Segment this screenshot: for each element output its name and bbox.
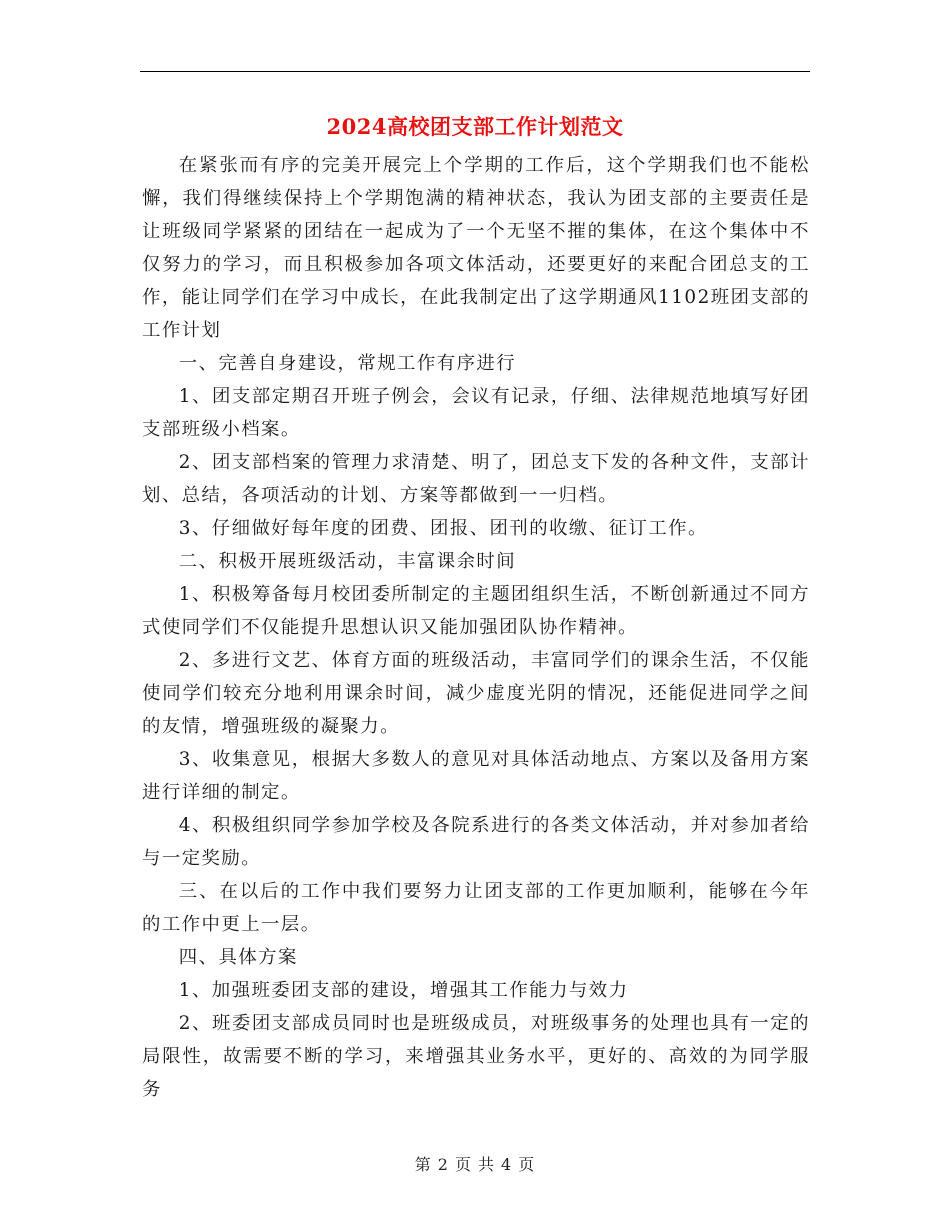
section-heading-1: 一、完善自身建设，常规工作有序进行	[178, 353, 517, 374]
list-item: 1、加强班委团支部的建设，增强其工作能力与效力	[178, 980, 629, 1001]
footer-label-total: 共	[478, 1155, 496, 1174]
footer-label-page: 第	[414, 1155, 432, 1174]
list-item: 3、仔细做好每年度的团费、团报、团刊的收缴、征订工作。	[178, 518, 708, 539]
list-item: 2、班委团支部成员同时也是班级成员，对班级事务的处理也具有一定的局限性，故需要不断的学习，来增强其业务水平，更好的、高效的为同学服务	[142, 1013, 810, 1100]
section-heading-2: 二、积极开展班级活动，丰富课余时间	[178, 551, 517, 572]
section-heading-4: 四、具体方案	[178, 947, 298, 968]
header-rule	[140, 71, 810, 72]
footer-label-page-unit: 页	[454, 1155, 472, 1174]
paragraph-intro: 在紧张而有序的完美开展完上个学期的工作后，这个学期我们也不能松懈，我们得继续保持上个学期饱满的精神状态，我认为团支部的主要责任是让班级同学紧紧的团结在一起成为了一个无坚不摧的集体，在这个集体中不仅努力的学习，而且积极参加各项文体活动，还要更好的来配合团总支的工作，能让同学们在学习中成长，在此我制定出了这学期通风1102班团支部的工作计划	[142, 155, 810, 341]
list-item: 4、积极组织同学参加学校及各院系进行的各类文体活动，并对参加者给与一定奖励。	[142, 815, 810, 869]
document-title: 2024高校团支部工作计划范文	[326, 114, 624, 139]
document-body	[142, 149, 810, 1106]
page-footer	[0, 1153, 950, 1177]
list-item: 1、积极筹备每月校团委所制定的主题团组织生活，不断创新通过不同方式使同学们不仅能提升思想认识又能加强团队协作精神。	[142, 584, 810, 638]
list-item: 2、团支部档案的管理力求清楚、明了，团总支下发的各种文件，支部计划、总结，各项活动的计划、方案等都做到一一归档。	[142, 452, 810, 506]
list-item: 2、多进行文艺、体育方面的班级活动，丰富同学们的课余生活，不仅能使同学们较充分地利用课余时间，减少虚度光阴的情况，还能促进同学之间的友情，增强班级的凝聚力。	[142, 650, 810, 737]
footer-total-pages: 4	[501, 1155, 513, 1174]
footer-current-page: 2	[437, 1155, 449, 1174]
section-heading-3: 三、在以后的工作中我们要努力让团支部的工作更加顺利，能够在今年的工作中更上一层。	[142, 881, 810, 935]
list-item: 3、收集意见，根据大多数人的意见对具体活动地点、方案以及备用方案进行详细的制定。	[142, 749, 810, 803]
footer-label-total-unit: 页	[518, 1155, 536, 1174]
list-item: 1、团支部定期召开班子例会，会议有记录，仔细、法律规范地填写好团支部班级小档案。	[142, 386, 810, 440]
